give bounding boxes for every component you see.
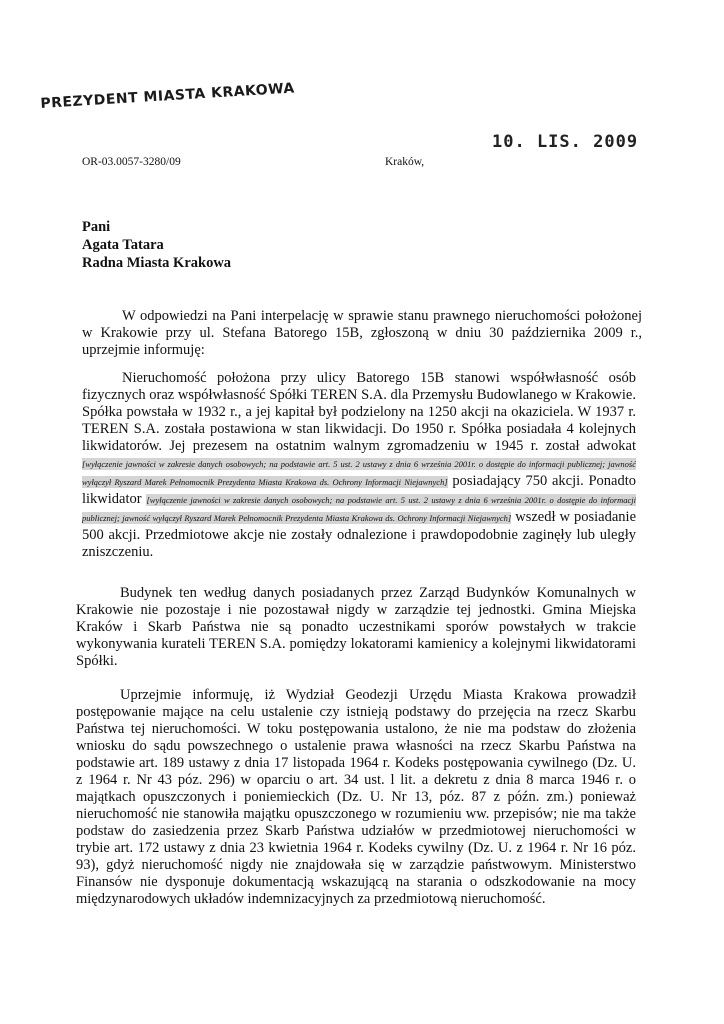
addressee-salutation: Pani (82, 219, 111, 235)
place-label: Kraków, (385, 156, 425, 168)
paragraph-property-status-text-a: Nieruchomość położona przy ulicy Batorego 15B stanowi współwłasność osób fizycznych oraz współwłasność Spółki TEREN S.A. dla Przemysłu Budowlanego w Krakowie. Spółka powstała w 1932 r., a jej kapitał był podzielony na 1250 akcji na okaziciela. W 1937 r. TEREN S.A. została postawiona w stan likwidacji. Do 1950 r. Spółka posiadała 4 kolejnych likwidatorów. Jej prezesem na ostatnim walnym zgromadzeniu w 1945 r. został adwokat (82, 370, 636, 454)
addressee-block (82, 218, 231, 272)
issuer-stamp: PREZYDENT MIASTA KRAKOWA (40, 80, 296, 112)
reference-number: OR-03.0057-3280/09 (82, 156, 181, 168)
addressee-name: Agata Tatara (82, 237, 164, 253)
paragraph-intro: W odpowiedzi na Pani interpelację w sprawie stanu prawnego nieruchomości położonej w Krakowie przy ul. Stefana Batorego 15B, zgłoszoną w dniu 30 października 2009 r., uprzejmie informuję: (82, 308, 642, 358)
redaction-note: [wyłączenie jawności w zakresie danych osobowych; na podstawie art. 5 ust. 2 ustawy z dnia 6 września 2001r. o dostępie do informacji publicznej; jawność wyłączył Ryszard Marek Pełnomocnik Prezydenta Miasta Krakowa ds. Ochrony Informacji Niejawnych] (82, 459, 636, 487)
date-stamp: 10. LIS. 2009 (492, 132, 639, 152)
paragraph-geodesy-proceedings: Uprzejmie informuję, iż Wydział Geodezji Urzędu Miasta Krakowa prowadził postępowanie mające na celu ustalenie czy istnieją podstawy do przejęcia na rzecz Skarbu Państwa tej nieruchomości. W toku postępowania ustalono, że nie ma podstaw do złożenia wniosku do sądu powszechnego o ustalenie prawa własności na rzecz Skarbu Państwa na podstawie art. 189 ustawy z dnia 17 listopada 1964 r. Kodeks postępowania cywilnego (Dz. U. z 1964 r. Nr 43 póz. 296) w oparciu o art. 34 ust. l lit. a dekretu z dnia 8 marca 1946 r. o majątkach opuszczonych i poniemieckich (Dz. U. Nr 13, póz. 87 z późn. zm.) ponieważ nieruchomość nie stanowiła majątku opuszczonego w rozumieniu ww. przepisów; nie ma także podstaw do zasiedzenia przez Skarb Państwa udziałów w przedmiotowej nieruchomości w trybie art. 172 ustawy z dnia 23 kwietnia 1964 r. Kodeks cywilny (Dz. U. z 1964 r. Nr 16 póz. 93), gdyż nieruchomość nigdy nie znajdowała się w zarządzie państwowym. Ministerstwo Finansów nie dysponuje dokumentacją wskazującą na starania o odszkodowanie na mocy międzynarodowych układów indemnizacyjnych za przedmiotową nieruchomość. (76, 687, 636, 907)
paragraph-property-status-text-c: wszedł w posiadanie 500 akcji. Przedmiotowe akcje nie zostały odnalezione i prawdopodobnie zaginęły lub uległy zniszczeniu. (82, 509, 636, 560)
paragraph-property-status (82, 370, 636, 561)
paragraph-building-management: Budynek ten według danych posiadanych przez Zarząd Budynków Komunalnych w Krakowie nie pozostaje i nie pozostawał nigdy w zarządzie tej jednostki. Gmina Miejska Kraków i Skarb Państwa nie są ponadto uczestnikami sporów powstałych w trakcie wykonywania kurateli TEREN S.A. pomiędzy lokatorami kamienicy a kolejnymi likwidatorami Spółki. (76, 585, 636, 669)
addressee-title: Radna Miasta Krakowa (82, 255, 232, 271)
redaction-note: [wyłączenie jawności w zakresie danych osobowych; na podstawie art. 5 ust. 2 ustawy z dnia 6 września 2001r. o dostępie do informacji publicznej; jawność wyłączył Ryszard Marek Pełnomocnik Prezydenta Miasta Krakowa ds. Ochrony Informacji Niejawnych] (82, 495, 637, 523)
paragraph-property-status-text-b: posiadający 750 akcji. Ponadto likwidator (82, 473, 637, 507)
